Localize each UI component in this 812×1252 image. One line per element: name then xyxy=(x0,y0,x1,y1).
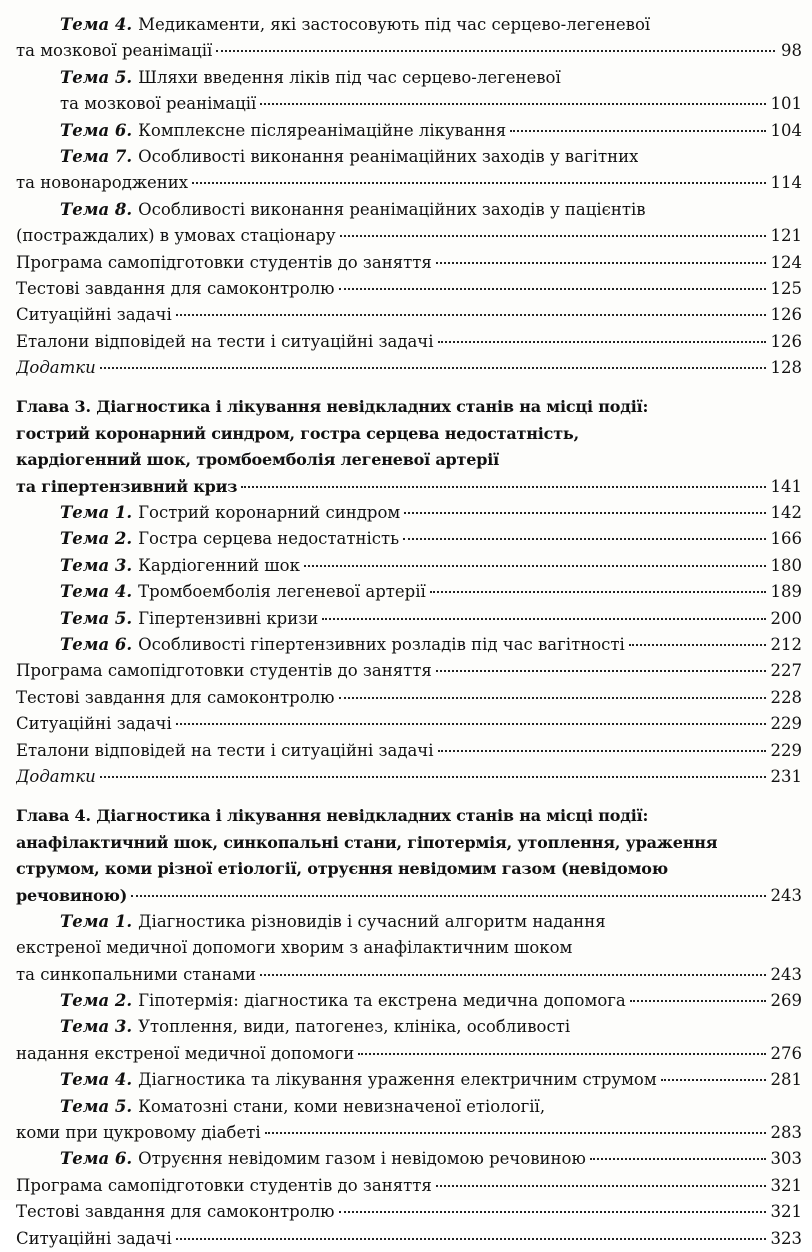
entry-title: Гіпотермія: діагностика та екстрена медична допомога xyxy=(138,991,626,1011)
toc-entry-text xyxy=(60,579,426,605)
toc-entry-text xyxy=(16,223,336,249)
toc-entry-text xyxy=(16,1120,261,1146)
toc-chapter-line xyxy=(16,856,802,882)
toc-chapter-line xyxy=(16,803,802,829)
entry-title: Гострий коронарний синдром xyxy=(138,503,401,523)
toc-entry xyxy=(16,276,802,302)
toc-entry xyxy=(16,12,802,38)
toc-entry xyxy=(16,1067,802,1093)
toc-entry-text xyxy=(16,394,648,420)
page-number: 321 xyxy=(770,1175,802,1195)
page-number: 229 xyxy=(770,714,802,734)
dot-leader xyxy=(339,697,766,699)
toc-entry xyxy=(16,606,802,632)
toc-entry xyxy=(16,1146,802,1172)
toc-entry-text xyxy=(60,606,318,632)
page-number: 323 xyxy=(770,1228,802,1248)
entry-title: та мозкової реанімації xyxy=(16,41,213,61)
toc-chapter-line xyxy=(16,883,802,909)
dot-leader xyxy=(340,235,766,237)
dot-leader xyxy=(510,130,765,132)
entry-title: коми при цукровому діабеті xyxy=(16,1123,261,1143)
entry-title: Гіпертензивні кризи xyxy=(138,608,319,628)
dot-leader xyxy=(436,1185,766,1187)
dot-leader xyxy=(131,895,765,897)
toc-entry-text xyxy=(16,170,188,196)
toc-entry xyxy=(16,988,802,1014)
dot-leader xyxy=(322,618,765,620)
page-number: 276 xyxy=(770,1043,802,1063)
page-number: 180 xyxy=(770,555,802,575)
entry-title: Ситуаційні задачі xyxy=(16,305,172,325)
entry-title: та синкопальними станами xyxy=(16,964,256,984)
page-number: 189 xyxy=(770,582,802,602)
entry-title: Програма самопідготовки студентів до заняття xyxy=(16,661,432,681)
dot-leader xyxy=(176,314,766,316)
toc-chapter-line xyxy=(16,394,802,420)
toc-entry xyxy=(16,197,802,223)
page-number: 283 xyxy=(770,1123,802,1143)
entry-title: Кардіогенний шок xyxy=(138,555,300,575)
toc-entry xyxy=(16,909,802,935)
toc-entry-text xyxy=(60,1094,545,1120)
topic-label: Тема 8. xyxy=(60,199,133,219)
entry-title: екстреної медичної допомоги хворим з анафілактичним шоком xyxy=(16,938,573,958)
topic-label: Тема 6. xyxy=(60,120,133,140)
page-number: 200 xyxy=(770,608,802,628)
page-number: 228 xyxy=(770,687,802,707)
entry-title: Тестові завдання для самоконтролю xyxy=(16,278,335,298)
toc-entry-text xyxy=(16,856,668,882)
toc-entry-text xyxy=(16,447,499,473)
entry-title: Глава 4. Діагностика і лікування невідкладних станів на місці події: xyxy=(16,806,649,826)
dot-leader xyxy=(176,1238,766,1240)
toc-entry-text xyxy=(60,118,506,144)
toc-entry xyxy=(16,1120,802,1146)
entry-title: Програма самопідготовки студентів до заняття xyxy=(16,1175,432,1195)
toc-entry-text xyxy=(16,658,432,684)
toc-entry xyxy=(16,65,802,91)
entry-title: Ситуаційні задачі xyxy=(16,1228,172,1248)
toc-entry-text xyxy=(16,935,572,961)
dot-leader xyxy=(265,1132,766,1134)
dot-leader xyxy=(661,1079,766,1081)
dot-leader xyxy=(100,367,766,369)
toc-entry xyxy=(16,355,802,381)
entry-title: (постраждалих) в умовах стаціонару xyxy=(16,226,336,246)
toc-entry-text xyxy=(60,144,638,170)
toc-entry-text xyxy=(16,1173,432,1199)
entry-title: Особливості виконання реанімаційних заходів у вагітних xyxy=(138,146,639,166)
toc-entry-text xyxy=(16,250,432,276)
topic-label: Тема 6. xyxy=(60,1149,133,1169)
page-number: 229 xyxy=(770,740,802,760)
topic-label: Тема 4. xyxy=(60,15,133,34)
entry-title: Тромбоемболія легеневої артерії xyxy=(138,582,426,602)
toc-entry xyxy=(16,579,802,605)
toc-entry xyxy=(16,1173,802,1199)
dot-leader xyxy=(339,1211,766,1213)
toc-entry xyxy=(16,553,802,579)
entry-title: Додатки xyxy=(16,766,96,786)
toc-chapter-line xyxy=(16,421,802,447)
topic-label: Тема 5. xyxy=(60,67,133,87)
entry-title: Шляхи введення ліків під час серцево-легеневої xyxy=(138,67,561,87)
dot-leader xyxy=(630,1000,766,1002)
page-number: 98 xyxy=(781,41,802,61)
page-number: 303 xyxy=(770,1149,802,1169)
toc-entry xyxy=(16,1226,802,1252)
toc-entry xyxy=(16,658,802,684)
page-number: 231 xyxy=(770,766,802,786)
toc-entry xyxy=(16,764,802,790)
toc-entry-text xyxy=(16,803,648,829)
toc-entry-text xyxy=(16,329,434,355)
toc-chapter-line xyxy=(16,474,802,500)
dot-leader xyxy=(339,288,766,290)
toc-entry xyxy=(16,526,802,552)
entry-title: кардіогенний шок, тромбоемболія легеневої артерії xyxy=(16,450,499,470)
toc-entry xyxy=(16,144,802,170)
toc-chapter-line xyxy=(16,447,802,473)
page-number: 141 xyxy=(770,476,802,496)
toc-entry xyxy=(16,685,802,711)
topic-label: Тема 5. xyxy=(60,1096,133,1116)
toc-entry-text xyxy=(60,553,300,579)
entry-title: Утоплення, види, патогенез, клініка, особливості xyxy=(138,1017,571,1037)
toc-entry xyxy=(16,329,802,355)
toc-entry-text xyxy=(16,421,579,447)
entry-title: Гостра серцева недостатність xyxy=(138,529,400,549)
entry-title: гострий коронарний синдром, гостра серцева недостатність, xyxy=(16,423,579,443)
entry-title: Програма самопідготовки студентів до заняття xyxy=(16,252,432,272)
dot-leader xyxy=(438,750,766,752)
toc-entry-text xyxy=(16,738,434,764)
toc-entry-text xyxy=(60,500,400,526)
page-number: 243 xyxy=(770,885,802,905)
page-number: 128 xyxy=(770,358,802,378)
toc-entry-text xyxy=(16,685,335,711)
entry-title: Еталони відповідей на тести і ситуаційні задачі xyxy=(16,740,434,760)
dot-leader xyxy=(358,1053,765,1055)
entry-title: струмом, коми різної етіології, отруєння невідомим газом (невідомою xyxy=(16,859,668,879)
toc-entry xyxy=(16,1014,802,1040)
toc-entry xyxy=(16,962,802,988)
toc-entry xyxy=(16,711,802,737)
entry-title: Діагностика та лікування ураження електричним струмом xyxy=(138,1070,657,1090)
toc-entry-text xyxy=(60,1067,657,1093)
dot-leader xyxy=(590,1158,766,1160)
entry-title: та гіпертензивний криз xyxy=(16,476,238,496)
toc-entry-text xyxy=(16,38,212,64)
page-number: 212 xyxy=(770,634,802,654)
dot-leader xyxy=(404,512,765,514)
toc-entry xyxy=(16,1094,802,1120)
toc-entry xyxy=(16,302,802,328)
page-number: 101 xyxy=(770,94,802,114)
entry-title: Особливості виконання реанімаційних заходів у пацієнтів xyxy=(138,199,646,219)
entry-title: та мозкової реанімації xyxy=(60,94,257,114)
entry-title: речовиною) xyxy=(16,885,128,905)
dot-leader xyxy=(260,974,766,976)
topic-label: Тема 5. xyxy=(60,608,133,628)
page-number: 243 xyxy=(770,964,802,984)
dot-leader xyxy=(436,262,766,264)
topic-label: Тема 6. xyxy=(60,634,133,654)
toc-entry-text xyxy=(60,526,399,552)
entry-title: Додатки xyxy=(16,358,96,378)
entry-title: Тестові завдання для самоконтролю xyxy=(16,1202,335,1222)
entry-title: Еталони відповідей на тести і ситуаційні задачі xyxy=(16,331,434,351)
dot-leader xyxy=(430,591,766,593)
toc-entry-text xyxy=(60,91,256,117)
toc-entry-text xyxy=(16,711,172,737)
page-number: 126 xyxy=(770,331,802,351)
toc-entry-text xyxy=(60,197,646,223)
dot-leader xyxy=(403,538,765,540)
topic-label: Тема 1. xyxy=(60,503,133,523)
toc-entry-text xyxy=(60,12,650,38)
toc-entry xyxy=(16,500,802,526)
toc-entry xyxy=(16,738,802,764)
toc-entry xyxy=(16,170,802,196)
table-of-contents xyxy=(16,12,802,1252)
topic-label: Тема 1. xyxy=(60,911,133,931)
dot-leader xyxy=(260,103,765,105)
toc-entry xyxy=(16,1041,802,1067)
toc-entry xyxy=(16,118,802,144)
dot-leader xyxy=(216,50,775,52)
dot-leader xyxy=(304,565,766,567)
entry-title: Особливості гіпертензивних розладів під час вагітності xyxy=(138,634,625,654)
entry-title: та новонароджених xyxy=(16,173,189,193)
dot-leader xyxy=(192,182,765,184)
toc-entry xyxy=(16,91,802,117)
entry-title: Тестові завдання для самоконтролю xyxy=(16,687,335,707)
dot-leader xyxy=(629,644,766,646)
toc-entry-text xyxy=(16,883,127,909)
topic-label: Тема 2. xyxy=(60,991,133,1011)
topic-label: Тема 4. xyxy=(60,582,133,602)
topic-label: Тема 3. xyxy=(60,555,133,575)
toc-entry xyxy=(16,935,802,961)
page-number: 114 xyxy=(770,173,802,193)
entry-title: Медикаменти, які застосовують під час серцево-легеневої xyxy=(138,15,651,34)
toc-entry-text xyxy=(16,302,172,328)
page-number: 166 xyxy=(770,529,802,549)
page-number: 121 xyxy=(770,226,802,246)
toc-entry xyxy=(16,38,802,64)
entry-title: Отруєння невідомим газом і невідомою речовиною xyxy=(138,1149,586,1169)
dot-leader xyxy=(176,723,766,725)
page-number: 124 xyxy=(770,252,802,272)
entry-title: надання екстреної медичної допомоги xyxy=(16,1043,355,1063)
toc-entry-text xyxy=(60,988,626,1014)
toc-entry-text xyxy=(16,962,256,988)
toc-entry-text xyxy=(16,474,237,500)
entry-title: Коматозні стани, коми невизначеної етіології, xyxy=(138,1096,546,1116)
toc-entry-text xyxy=(60,1146,586,1172)
toc-entry xyxy=(16,632,802,658)
topic-label: Тема 4. xyxy=(60,1070,133,1090)
toc-entry-text xyxy=(60,1014,570,1040)
toc-entry-text xyxy=(60,65,561,91)
topic-label: Тема 2. xyxy=(60,529,133,549)
dot-leader xyxy=(100,776,766,778)
page-number: 142 xyxy=(770,503,802,523)
page-number: 227 xyxy=(770,661,802,681)
toc-entry-text xyxy=(16,830,717,856)
page-number: 125 xyxy=(770,278,802,298)
topic-label: Тема 3. xyxy=(60,1017,133,1037)
toc-entry-text xyxy=(16,764,96,790)
toc-entry-text xyxy=(60,632,625,658)
toc-entry xyxy=(16,223,802,249)
toc-entry-text xyxy=(16,1041,354,1067)
topic-label: Тема 7. xyxy=(60,146,133,166)
toc-entry-text xyxy=(16,355,96,381)
page-number: 281 xyxy=(770,1070,802,1090)
toc-chapter-line xyxy=(16,830,802,856)
toc-entry-text xyxy=(16,276,335,302)
toc-entry-text xyxy=(60,909,606,935)
entry-title: Комплексне післяреанімаційне лікування xyxy=(138,120,507,140)
page-number: 321 xyxy=(770,1202,802,1222)
dot-leader xyxy=(438,341,766,343)
toc-entry-text xyxy=(16,1199,335,1225)
entry-title: анафілактичний шок, синкопальні стани, гіпотермія, утоплення, ураження xyxy=(16,832,718,852)
page-number: 269 xyxy=(770,991,802,1011)
toc-entry-text xyxy=(16,1226,172,1252)
entry-title: Ситуаційні задачі xyxy=(16,714,172,734)
page-number: 126 xyxy=(770,305,802,325)
toc-entry xyxy=(16,1199,802,1225)
dot-leader xyxy=(241,486,765,488)
entry-title: Діагностика різновидів і сучасний алгоритм надання xyxy=(138,911,606,931)
toc-entry xyxy=(16,250,802,276)
page-number: 104 xyxy=(770,120,802,140)
entry-title: Глава 3. Діагностика і лікування невідкладних станів на місці події: xyxy=(16,397,649,417)
dot-leader xyxy=(436,670,766,672)
